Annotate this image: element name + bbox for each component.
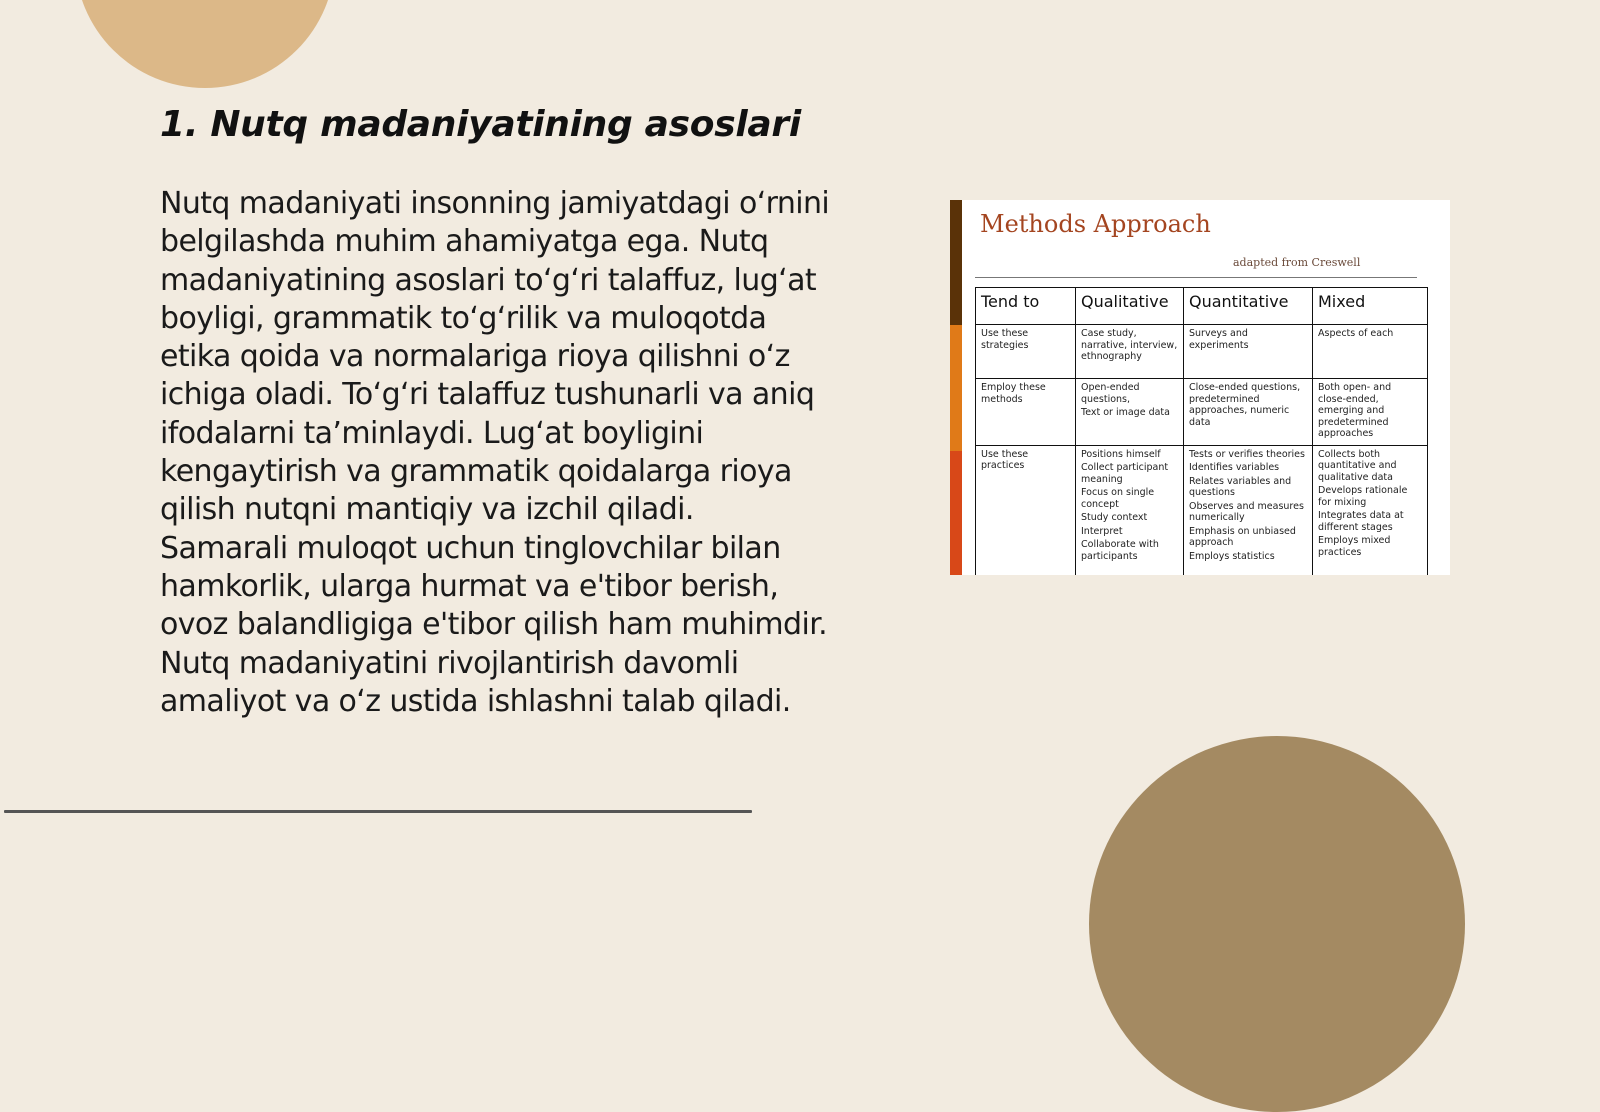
figure-title: Methods Approach <box>980 210 1211 238</box>
table-cell <box>1076 325 1184 379</box>
table-cell <box>1184 445 1313 575</box>
row-label: Use these practices <box>976 445 1076 575</box>
table-row <box>976 445 1428 575</box>
cell-item: Text or image data <box>1081 407 1170 418</box>
table-header-row <box>976 288 1428 325</box>
table-cell <box>1184 379 1313 446</box>
cell-item: Employs statistics <box>1189 550 1275 562</box>
cell-item: Interpret <box>1081 525 1123 537</box>
accent-segment-orange <box>950 325 962 451</box>
cell-item: Open-ended questions, <box>1081 382 1140 405</box>
cell-item: Emphasis on unbiased approach <box>1189 525 1296 548</box>
cell-item: Observes and measures numerically <box>1189 500 1304 523</box>
table-cell <box>1076 379 1184 446</box>
cell-item: Positions himself <box>1081 448 1161 460</box>
methods-approach-figure <box>950 200 1450 575</box>
table-cell <box>1313 445 1428 575</box>
cell-item: Collect participant meaning <box>1081 462 1169 485</box>
cell-item: Case study, narrative, interview, ethnography <box>1081 328 1178 362</box>
table-row <box>976 325 1428 379</box>
decorative-circle-top <box>75 0 335 88</box>
figure-accent-bar <box>950 200 962 575</box>
cell-item: Focus on single concept <box>1081 487 1155 510</box>
table-row <box>976 379 1428 446</box>
cell-item: Identifies variables <box>1189 462 1280 473</box>
table-cell <box>1313 379 1428 446</box>
cell-item: Both open- and close-ended, emerging and predetermined approaches <box>1318 382 1392 439</box>
cell-item: Close-ended questions, predetermined approaches, numeric data <box>1189 382 1301 428</box>
figure-subtitle: adapted from Creswell <box>1233 256 1361 269</box>
figure-rule <box>975 277 1417 278</box>
cell-item: Collaborate with participants <box>1081 539 1159 562</box>
header-quantitative: Quantitative <box>1184 288 1313 325</box>
row-label: Employ these methods <box>976 379 1076 446</box>
slide-body-paragraph: Nutq madaniyati insonning jamiyatdagi o‘rnini belgilashda muhim ahamiyatga ega. Nutq madaniyatining asoslari to‘g‘ri talaffuz, lug‘at boyligi, grammatik to‘g‘rilik va muloqotda etika qoida va normalariga rioya qilishni o‘z ichiga oladi. To‘g‘ri talaffuz tushunarli va aniq ifodalarni ta’minlaydi. Lug‘at boyligini kengaytirish va grammatik qoidalarga rioya qilish nutqni mantiqiy va izchil qiladi. Samarali muloqot uchun tinglovchilar bilan hamkorlik, ularga hurmat va e'tibor berish, ovoz balandligiga e'tibor qilish ham muhimdir. Nutq madaniyatini rivojlantirish davomli amaliyot va o‘z ustida ishlashni talab qiladi. <box>160 186 830 719</box>
header-tend-to: Tend to <box>976 288 1076 325</box>
cell-item: Develops rationale for mixing <box>1318 485 1408 508</box>
cell-item: Study context <box>1081 512 1148 523</box>
cell-item: Employs mixed practices <box>1318 535 1391 558</box>
divider-line <box>4 810 752 813</box>
methods-table <box>975 287 1428 575</box>
header-qualitative: Qualitative <box>1076 288 1184 325</box>
cell-item: Tests or verifies theories <box>1189 448 1305 460</box>
header-mixed: Mixed <box>1313 288 1428 325</box>
cell-item: Surveys and experiments <box>1189 328 1249 351</box>
slide-title: 1. Nutq madaniyatining asoslari <box>160 104 801 145</box>
cell-item: Integrates data at different stages <box>1318 510 1404 533</box>
table-cell <box>1313 325 1428 379</box>
decorative-circle-bottom <box>1089 736 1465 1112</box>
accent-segment-red <box>950 451 962 575</box>
table-cell <box>1076 445 1184 575</box>
accent-segment-dark <box>950 200 962 325</box>
cell-item: Collects both quantitative and qualitative data <box>1318 448 1397 483</box>
cell-item: Relates variables and questions <box>1189 475 1292 498</box>
cell-item: Aspects of each <box>1318 328 1394 339</box>
table-cell <box>1184 325 1313 379</box>
row-label: Use these strategies <box>976 325 1076 379</box>
